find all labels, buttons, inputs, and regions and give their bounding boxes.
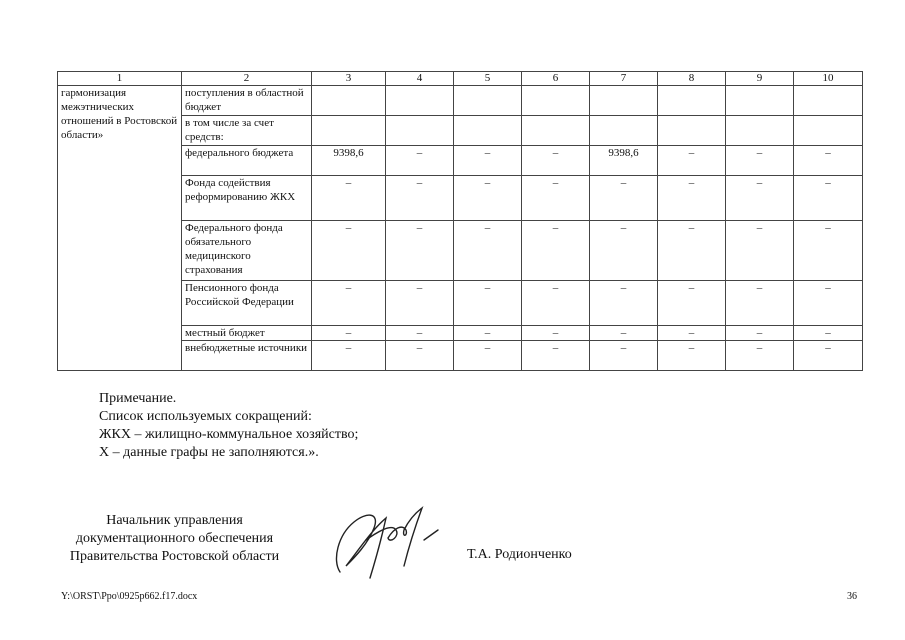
value-cell: – xyxy=(794,281,863,326)
value-cell: – xyxy=(794,326,863,341)
header-cell: 5 xyxy=(454,72,522,86)
file-path: Y:\ORST\Ppo\0925p662.f17.docx xyxy=(61,591,198,602)
value-cell: – xyxy=(454,221,522,281)
value-cell: – xyxy=(522,281,590,326)
budget-table xyxy=(57,71,863,371)
value-cell: – xyxy=(312,221,386,281)
source-label: местный бюджет xyxy=(182,326,312,341)
value-cell: – xyxy=(794,341,863,371)
value-cell: 9398,6 xyxy=(312,146,386,176)
value-cell: 9398,6 xyxy=(590,146,658,176)
value-cell: – xyxy=(522,176,590,221)
value-cell xyxy=(726,116,794,146)
table-header-row xyxy=(58,72,863,86)
source-label: Фонда содействия реформированию ЖКХ xyxy=(182,176,312,221)
value-cell xyxy=(522,116,590,146)
value-cell: – xyxy=(386,221,454,281)
value-cell xyxy=(658,86,726,116)
signatory-name: Т.А. Родионченко xyxy=(467,547,572,562)
value-cell xyxy=(658,116,726,146)
value-cell: – xyxy=(522,221,590,281)
note-block xyxy=(99,390,358,462)
value-cell: – xyxy=(590,326,658,341)
value-cell: – xyxy=(454,146,522,176)
value-cell: – xyxy=(454,281,522,326)
header-cell: 2 xyxy=(182,72,312,86)
value-cell: – xyxy=(312,281,386,326)
value-cell: – xyxy=(726,341,794,371)
value-cell xyxy=(454,86,522,116)
source-label: Пенсионного фонда Российской Федерации xyxy=(182,281,312,326)
program-name-cell: гармонизация межэтнических отношений в Ростовской области» xyxy=(58,86,182,371)
value-cell: – xyxy=(726,176,794,221)
header-cell: 4 xyxy=(386,72,454,86)
header-cell: 8 xyxy=(658,72,726,86)
value-cell xyxy=(454,116,522,146)
value-cell: – xyxy=(658,341,726,371)
value-cell xyxy=(312,86,386,116)
source-label: Федерального фонда обязательного медицинского страхования xyxy=(182,221,312,281)
header-cell: 7 xyxy=(590,72,658,86)
source-label: внебюджетные источники xyxy=(182,341,312,371)
header-cell: 3 xyxy=(312,72,386,86)
header-cell: 9 xyxy=(726,72,794,86)
value-cell: – xyxy=(658,281,726,326)
page-number: 36 xyxy=(847,591,857,602)
value-cell: – xyxy=(726,326,794,341)
value-cell xyxy=(726,86,794,116)
value-cell: – xyxy=(658,176,726,221)
value-cell: – xyxy=(522,146,590,176)
value-cell: – xyxy=(522,341,590,371)
value-cell xyxy=(522,86,590,116)
position-line: Правительства Ростовской области xyxy=(69,549,280,564)
value-cell: – xyxy=(590,221,658,281)
value-cell: – xyxy=(454,176,522,221)
source-label: в том числе за счет средств: xyxy=(182,116,312,146)
value-cell: – xyxy=(590,176,658,221)
value-cell: – xyxy=(386,176,454,221)
value-cell xyxy=(590,116,658,146)
value-cell: – xyxy=(794,146,863,176)
value-cell: – xyxy=(454,326,522,341)
value-cell: – xyxy=(794,176,863,221)
header-cell: 1 xyxy=(58,72,182,86)
position-line: Начальник управления xyxy=(106,513,243,528)
abbreviations-title: Список используемых сокращений: xyxy=(99,409,312,424)
value-cell: – xyxy=(590,341,658,371)
value-cell: – xyxy=(386,281,454,326)
header-cell: 6 xyxy=(522,72,590,86)
value-cell: – xyxy=(658,221,726,281)
value-cell: – xyxy=(312,176,386,221)
value-cell: – xyxy=(726,221,794,281)
value-cell: – xyxy=(312,326,386,341)
header-cell: 10 xyxy=(794,72,863,86)
value-cell xyxy=(794,86,863,116)
signatory-position xyxy=(57,512,292,566)
position-line: документационного обеспечения xyxy=(75,531,274,546)
abbreviation-item: ЖКХ – жилищно-коммунальное хозяйство; xyxy=(99,427,359,442)
value-cell: – xyxy=(386,341,454,371)
value-cell: – xyxy=(658,146,726,176)
value-cell: – xyxy=(386,146,454,176)
value-cell xyxy=(794,116,863,146)
value-cell xyxy=(386,86,454,116)
source-label: поступления в областной бюджет xyxy=(182,86,312,116)
abbreviation-item: Х – данные графы не заполняются.». xyxy=(99,445,319,460)
note-title: Примечание. xyxy=(99,391,177,406)
value-cell: – xyxy=(522,326,590,341)
handwritten-signature xyxy=(330,500,445,582)
value-cell: – xyxy=(386,326,454,341)
value-cell: – xyxy=(726,281,794,326)
table-row xyxy=(58,86,863,116)
value-cell: – xyxy=(726,146,794,176)
value-cell: – xyxy=(590,281,658,326)
value-cell: – xyxy=(794,221,863,281)
value-cell: – xyxy=(658,326,726,341)
source-label: федерального бюджета xyxy=(182,146,312,176)
value-cell xyxy=(312,116,386,146)
value-cell: – xyxy=(454,341,522,371)
value-cell xyxy=(590,86,658,116)
value-cell: – xyxy=(312,341,386,371)
value-cell xyxy=(386,116,454,146)
